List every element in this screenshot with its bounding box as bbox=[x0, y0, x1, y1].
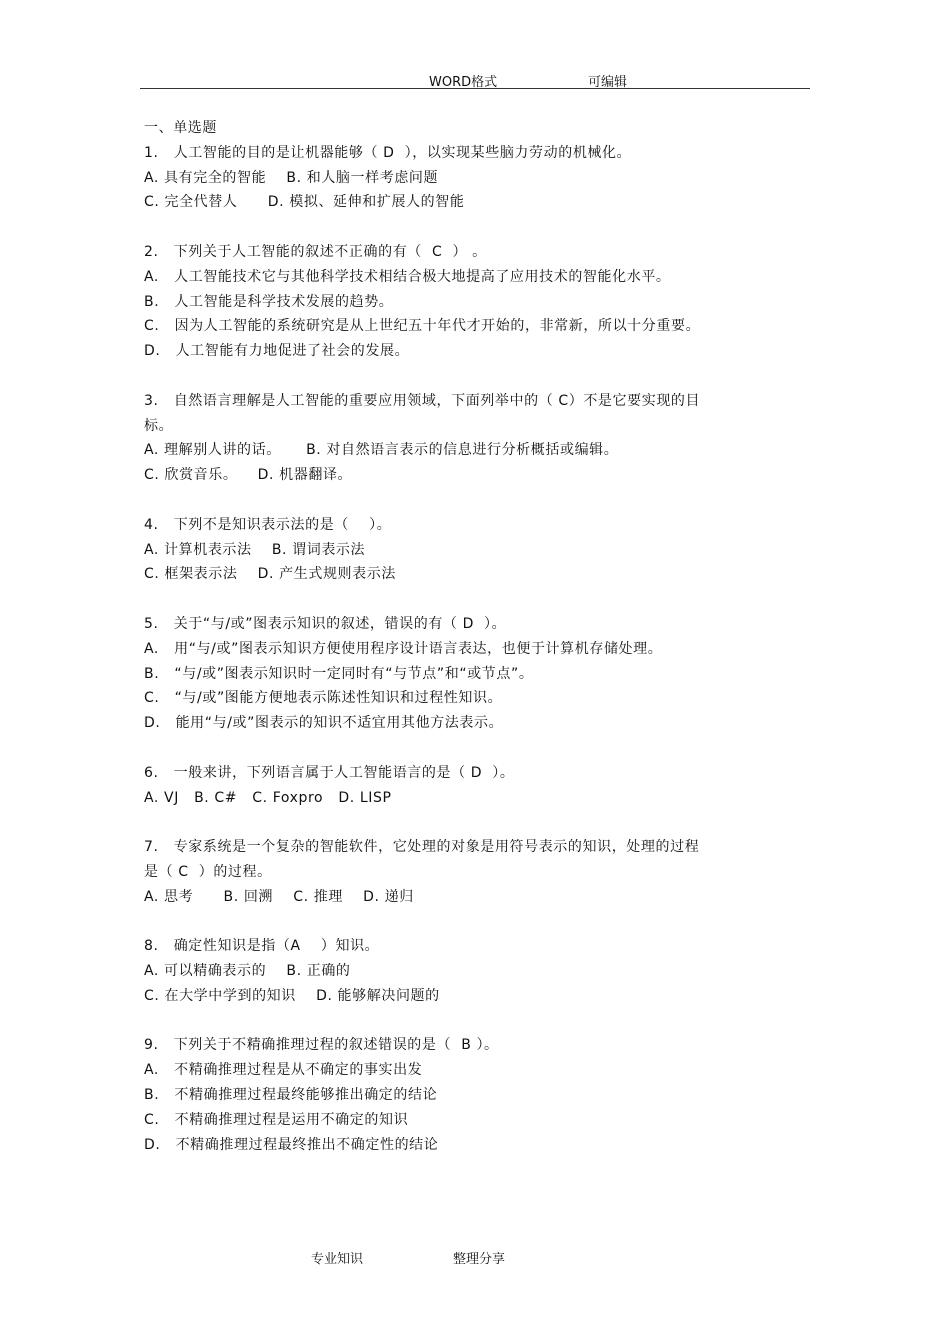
question-block bbox=[144, 141, 794, 240]
question-block bbox=[144, 761, 794, 835]
question-stem: 3. 自然语言理解是人工智能的重要应用领域，下面列举中的（ C）不是它要实现的目 bbox=[144, 392, 701, 409]
question-stem: 6. 一般来讲，下列语言属于人工智能语言的是（ D ）。 bbox=[144, 764, 515, 781]
question-stem: 5. 关于“与/或”图表示知识的叙述，错误的有（ D ）。 bbox=[144, 615, 507, 632]
question-line: 是（ C ）的过程。 bbox=[144, 863, 272, 880]
question-list bbox=[144, 116, 794, 1157]
question-block bbox=[144, 835, 794, 934]
question-line: B. 人工智能是科学技术发展的趋势。 bbox=[144, 293, 394, 310]
header-editable-label: 可编辑 bbox=[588, 75, 628, 90]
question-line: D. 不精确推理过程最终推出不确定性的结论 bbox=[144, 1136, 439, 1153]
question-stem: 4. 下列不是知识表示法的是（ ）。 bbox=[144, 516, 392, 533]
question-stem: 7. 专家系统是一个复杂的智能软件，它处理的对象是用符号表示的知识，处理的过程 bbox=[144, 839, 700, 856]
question-stem: 1. 人工智能的目的是让机器能够（ D ），以实现某些脑力劳动的机械化。 bbox=[144, 144, 632, 161]
question-line: C. “与/或”图能方便地表示陈述性知识和过程性知识。 bbox=[144, 690, 503, 707]
question-stem: 9. 下列关于不精确推理过程的叙述错误的是（ B ）。 bbox=[144, 1037, 499, 1054]
header-format-label: WORD格式 bbox=[429, 75, 498, 90]
spacer bbox=[144, 1009, 794, 1034]
question-block bbox=[144, 1033, 794, 1157]
question-block bbox=[144, 513, 794, 612]
question-stem: 2. 下列关于人工智能的叙述不正确的有（ C ） 。 bbox=[144, 243, 487, 260]
question-block bbox=[144, 612, 794, 761]
spacer bbox=[144, 488, 794, 513]
question-line: B. 不精确推理过程最终能够推出确定的结论 bbox=[144, 1087, 438, 1104]
page-header bbox=[140, 70, 810, 89]
question-line: A. 用“与/或”图表示知识方便使用程序设计语言表达，也便于计算机存储处理。 bbox=[144, 640, 663, 657]
question-block bbox=[144, 934, 794, 1033]
spacer bbox=[144, 587, 794, 612]
spacer bbox=[144, 736, 794, 761]
spacer bbox=[144, 364, 794, 389]
question-line: A. 思考 B. 回溯 C. 推理 D. 递归 bbox=[144, 888, 414, 905]
question-block bbox=[144, 240, 794, 389]
question-line: 标。 bbox=[144, 417, 174, 434]
footer-right-label: 整理分享 bbox=[453, 1252, 506, 1267]
spacer bbox=[144, 810, 794, 835]
question-line: A. 理解别人讲的话。 B. 对自然语言表示的信息进行分析概括或编辑。 bbox=[144, 442, 619, 459]
section-title: 一、单选题 bbox=[144, 120, 217, 136]
questions-container bbox=[144, 141, 794, 1158]
spacer bbox=[144, 910, 794, 935]
question-line: A. 人工智能技术它与其他科学技术相结合极大地提高了应用技术的智能化水平。 bbox=[144, 268, 671, 285]
footer-left-label: 专业知识 bbox=[311, 1252, 364, 1267]
question-stem: 8. 确定性知识是指（A ）知识。 bbox=[144, 938, 380, 955]
question-line: C. 不精确推理过程是运用不确定的知识 bbox=[144, 1111, 409, 1128]
question-line: A. 计算机表示法 B. 谓词表示法 bbox=[144, 541, 366, 558]
question-line: C. 完全代替人 D. 模拟、延伸和扩展人的智能 bbox=[144, 194, 465, 211]
question-line: A. 具有完全的智能 B. 和人脑一样考虑问题 bbox=[144, 169, 439, 186]
question-line: A. 不精确推理过程是从不确定的事实出发 bbox=[144, 1062, 423, 1079]
question-block bbox=[144, 389, 794, 513]
question-line: A. VJ B. C# C. Foxpro D. LISP bbox=[144, 789, 392, 806]
question-line: D. 能用“与/或”图表示的知识不适宜用其他方法表示。 bbox=[144, 715, 504, 732]
question-line: C. 在大学中学到的知识 D. 能够解决问题的 bbox=[144, 987, 440, 1004]
question-line: D. 人工智能有力地促进了社会的发展。 bbox=[144, 343, 410, 360]
spacer bbox=[144, 215, 794, 240]
question-line: A. 可以精确表示的 B. 正确的 bbox=[144, 963, 351, 980]
question-line: C. 框架表示法 D. 产生式规则表示法 bbox=[144, 566, 396, 583]
question-line: C. 因为人工智能的系统研究是从上世纪五十年代才开始的，非常新，所以十分重要。 bbox=[144, 318, 701, 335]
question-line: B. “与/或”图表示知识时一定同时有“与节点”和“或节点”。 bbox=[144, 665, 534, 682]
question-line: C. 欣赏音乐。 D. 机器翻译。 bbox=[144, 467, 353, 484]
